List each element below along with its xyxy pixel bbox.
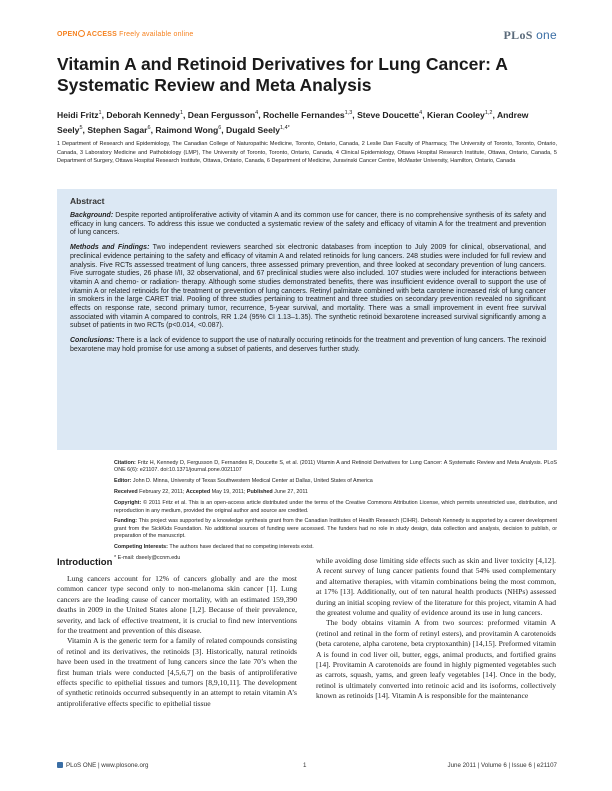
funding: Funding: This project was supported by a knowledge synthesis grant from the Canadian Institutes of Health Research (CIHR). Deborah Kennedy is supported by a career development grant from the SickKids Foundation. No additional sources of funding were accessed. The funders had no role in study design, data collection and analysis, decision to publish, or preparation of the manuscript. xyxy=(114,518,557,540)
body-paragraph: Lung cancers account for 12% of cancers globally and are the most common cancer type second only to non-melanoma skin cancer [1]. Lung cancers are the leading cause of cancer mortality, with an estimated 159,390 deaths in 2009 in the United States alone [1,2]. Because of their prevalence, severity, and lack of effective treatment, it is crucial to find new interventions for the treatment and prevention of this disease. xyxy=(57,574,297,636)
freely-available-text: Freely available online xyxy=(119,31,194,38)
abstract-background: Background: Despite reported antiproliferative activity of vitamin A and its common use for cancer, there is no comprehensive synthesis of its safety and efficacy in lung cancers. To address this issue we conducted a systematic review of the safety and efficacy of vitamin A for the treatment and prevention of lung cancers. xyxy=(70,212,546,237)
abstract-box xyxy=(57,189,557,450)
author: Raimond Wong$^6$ xyxy=(155,124,222,135)
body-column-left xyxy=(57,574,297,709)
abstract-methods: Methods and Findings: Two independent reviewers searched six electronic databases from inception to July 2009 for clinical, observational, and preclinical evidence pertaining to the safety and efficacy of vitamin A and related retinoids for lung cancers. 248 studies were included for full review and analysis. Five RCTs assessed treatment of lung cancers, three assessed primary prevention, and three looked at secondary prevention of lung cancers. Five surrogate studies, 26 phase I/II, 32 observational, and 67 preclinical studies were also included. 107 studies were included for interactions between vitamin A and chemo- or radiation- therapy. Although some studies demonstrated benefits, there was insufficient evidence overall to support the use of vitamin A or related retinoids for the treatment or prevention of lung cancers. Retinyl palmitate combined with beta carotene increased risk of lung cancer in smokers in the large CARET trial. Pooling of three studies pertaining to treatment and three studies on secondary prevention revealed no significant effects on response rate, second primary tumor, recurrence, 5-year survival, and mortality. There was a small improvement in event free survival associated with vitamin A compared to controls, RR 1.24 (95% CI 1.13–1.35). The synthetic retinoid bexarotene increased survival significantly among a subset of patients in two RCTs (p<0.014, <0.087). xyxy=(70,244,546,330)
competing-interests: Competing Interests: The authors have declared that no competing interests exist. xyxy=(114,544,314,551)
body-paragraph: The body obtains vitamin A from two sources: preformed vitamin A (retinol and retinal in the form of retinyl esters), and provitamin A carotenoids (beta carotene, alpha carotene, beta cryptoxanthin) [14,15]. Preformed vitamin A is found in cod liver oil, butter, eggs, animal products, and fortified grains [14]. Provitamin A carotenoids are found in highly pigmented vegetables such as carrots, squash, yams, and green leafy vegetables [14]. Once in the body, retinol is ultimately converted into retinoic acid and its isoforms, collectively known as retinoids [14]. Vitamin A is responsible for the maintenance xyxy=(316,618,556,701)
email-link[interactable]: * E-mail: dseely@ccnm.edu xyxy=(114,555,181,562)
open-access-label: OPEN xyxy=(57,31,78,38)
footer-journal: PLoS ONE | www.plosone.org xyxy=(57,762,148,769)
affiliations: 1 Department of Research and Epidemiology, The Canadian College of Naturopathic Medicine, Toronto, Ontario, Canada, 2 Leslie Dan Faculty of Pharmacy, The University of Toronto, Toronto, Ontario, Canada, 3 Laboratory Medicine and Pathobiology (LMP), The University of Toronto, Toronto, Ontario, Canada, 4 Clinical Epidemiology, Ottawa Hospital Research Institute, Ottawa, Ontario, Canada, 5 Department of Surgery, Ottawa Hospital Research Institute, Ottawa, Ontario, Canada, 6 Department of Medicine, Juravinski Cancer Centre, McMaster University, Hamilton, Ontario, Canada xyxy=(57,141,557,165)
footer-issue: June 2011 | Volume 6 | Issue 6 | e21107 xyxy=(447,762,557,769)
author: Rochelle Fernandes$^{1,3}$ xyxy=(262,109,353,120)
copyright: Copyright: © 2011 Fritz et al. This is an open-access article distributed under the terms of the Creative Commons Attribution License, which permits unrestricted use, distribution, and reproduction in any medium, provided the original author and source are credited. xyxy=(114,500,557,514)
logo-plos: PLoS xyxy=(503,28,533,42)
article-metadata xyxy=(114,460,557,566)
page-number: 1 xyxy=(303,762,307,769)
editor: Editor: John D. Minna, University of Texas Southwestern Medical Center at Dallas, United States of America xyxy=(114,478,373,485)
abstract-conclusions: Conclusions: There is a lack of evidence to support the use of naturally occuring retinoids for the treatment and prevention of lung cancers. The rexinoid bexarotene may hold promise for use among a subset of patients, and deserves further study. xyxy=(70,337,546,353)
journal-header xyxy=(57,28,557,42)
open-access-badge xyxy=(57,30,193,38)
author: Stephen Sagar$^6$ xyxy=(87,124,151,135)
plos-one-logo xyxy=(504,28,557,43)
author: Andrew Seely$^5$ xyxy=(57,109,529,135)
author: Kieran Cooley$^{1,2}$ xyxy=(427,109,493,120)
body-paragraph: Vitamin A is the generic term for a family of related compounds consisting of retinol and its derivatives, the retinoids [3]. Historically, natural retinoids have been used in the treatment of lung cancers since the late 70’s when the first human trials were conducted [4,5,6,7] on the basis of antiproliferative effects specific to epithelial tissues and tumors [8,9,10,11]. The development of synthetic retinoids occurred subsequently in an attempt to retain vitamin A’s antiproliferative effects specific to epithelial tissue xyxy=(57,636,297,708)
abstract-heading: Abstract xyxy=(70,196,105,206)
author: Heidi Fritz$^1$ xyxy=(57,109,102,120)
open-access-access: ACCESS xyxy=(86,31,118,38)
plos-small-logo-icon xyxy=(57,762,63,768)
logo-one: one xyxy=(536,28,557,42)
dates: Received February 22, 2011; Accepted May 19, 2011; Published June 27, 2011 xyxy=(114,489,308,496)
author-list: Heidi Fritz$^1$, Deborah Kennedy$^1$, Dean Fergusson$^4$, Rochelle Fernandes$^{1,3}$, Steve Doucette$^4$, Kieran Cooley$^{1,2}$, Andrew Seely$^5$, Stephen Sagar$^6$, Raimond Wong$^6$, Dugald Seely$^{1,4*}$ xyxy=(57,109,529,135)
author: Dugald Seely$^{1,4*}$ xyxy=(226,124,290,135)
article-title: Vitamin A and Retinoid Derivatives for Lung Cancer: A Systematic Review and Meta Analysis xyxy=(57,54,508,95)
open-access-lock-icon xyxy=(78,30,85,37)
author: Deborah Kennedy$^1$ xyxy=(106,109,183,120)
body-paragraph: while avoiding dose limiting side effects such as skin and liver toxicity [4,12]. A recent survey of lung cancer patients found that 54% used complementary and alternative therapies, with vitamin combinations being the most common, at 17% [13]. Additionally, out of ten natural health products (NHPs) assessed during an initial scoping review of the literature for this project, vitamin A had the greatest volume and quality of evidence around its use in lung cancers. xyxy=(316,556,556,618)
introduction-heading: Introduction xyxy=(57,557,113,568)
body-column-right xyxy=(316,556,556,702)
citation: Citation: Fritz H, Kennedy D, Fergusson D, Fernandes R, Doucette S, et al. (2011) Vitamin A and Retinoid Derivatives for Lung Cancer: A Systematic Review and Meta Analysis. PLoS ONE 6(6): e21107. doi:10.1371/journal.pone.0021107 xyxy=(114,460,557,474)
author: Steve Doucette$^4$ xyxy=(357,109,423,120)
author: Dean Fergusson$^4$ xyxy=(187,109,259,120)
